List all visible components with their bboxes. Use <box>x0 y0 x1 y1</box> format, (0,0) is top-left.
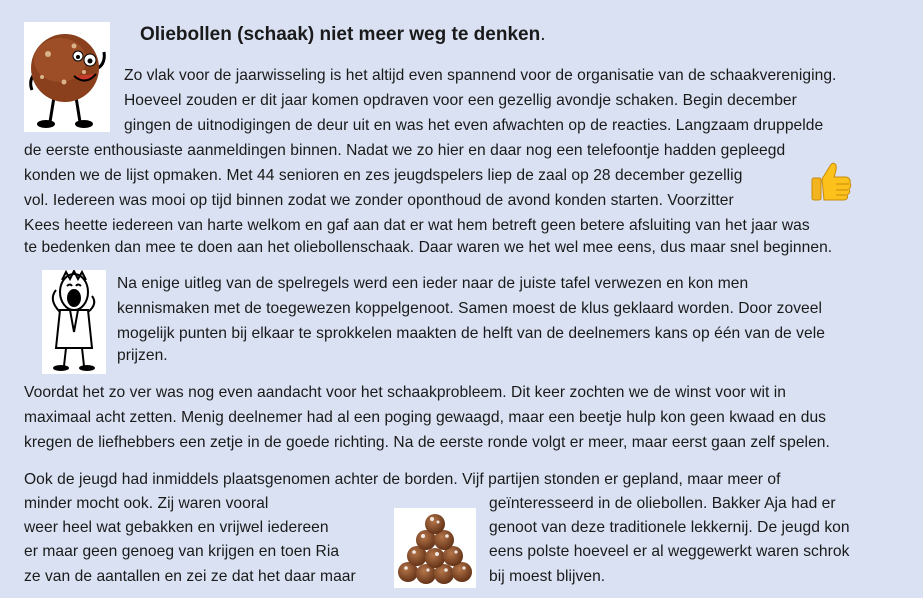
paragraph-1-line-2: Hoeveel zouden er dit jaar komen opdraven voor een gezellig avondje schaken. Begin december <box>124 92 797 109</box>
paragraph-4-right-line-2: genoot van deze traditionele lekkernij. De jeugd kon <box>489 519 850 536</box>
paragraph-4-left-line-3: er maar geen genoeg van krijgen en toen Ria <box>24 543 340 560</box>
paragraph-1-line-3: gingen de uitnodigingen de deur uit en was het even afwachten op de reacties. Langzaam druppelde <box>124 117 824 134</box>
paragraph-2-line-1: Na enige uitleg van de spelregels werd een ieder naar de juiste tafel verwezen en kon men <box>117 275 749 292</box>
paragraph-2-line-2: kennismaken met de toegewezen koppelgenoot. Samen moest de klus geklaard worden. Door zoveel <box>117 300 823 317</box>
paragraph-3-line-1: Voordat het zo ver was nog even aandacht voor het schaakprobleem. Dit keer zochten we de winst voor wit in <box>24 384 787 401</box>
paragraph-1-line-6: vol. Iedereen was mooi op tijd binnen zodat we zonder oponthoud de avond konden starten. Voorzitter <box>24 192 734 209</box>
paragraph-2-line-4: prijzen. <box>117 347 168 364</box>
paragraph-4-left-line-4: ze van de aantallen en zei ze dat het daar maar <box>24 568 356 585</box>
paragraph-4-right-line-1: geïnteresseerd in de oliebollen. Bakker Aja had er <box>489 495 836 512</box>
paragraph-1-line-4: de eerste enthousiaste aanmeldingen binnen. Nadat we zo hier en daar nog een telefoontje hadden gepleegd <box>24 142 786 159</box>
paragraph-1-line-1: Zo vlak voor de jaarwisseling is het altijd even spannend voor de organisatie van de schaakvereniging. <box>124 67 837 84</box>
paragraph-2-line-3: mogelijk punten bij elkaar te sprokkelen maakten de helft van de deelnemers kans op één van de vele <box>117 325 825 342</box>
paragraph-4-left-line-2: weer heel wat gebakken en vrijwel iedereen <box>24 519 329 536</box>
paragraph-4-line-1: Ook de jeugd had inmiddels plaatsgenomen achter de borden. Vijf partijen stonden er gepland, maar meer of <box>24 471 781 488</box>
laughing-man-icon <box>42 270 106 374</box>
paragraph-4-left-line-1: minder mocht ook. Zij waren vooral <box>24 495 269 512</box>
oliebol-character-icon <box>24 22 110 132</box>
paragraph-1-line-8: te bedenken dan mee te doen aan het oliebollenschaak. Daar waren we het wel mee eens, dus maar snel beginnen. <box>24 239 833 256</box>
paragraph-4-right-line-4: bij moest blijven. <box>489 568 606 585</box>
paragraph-1-line-5: konden we de lijst opmaken. Met 44 senioren en zes jeugdspelers liep de zaal op 28 december gezellig <box>24 167 743 184</box>
paragraph-3-line-3: kregen de liefhebbers een zetje in de goede richting. Na de eerste ronde volgt er meer, maar eerst gaan zelf spelen. <box>24 434 830 451</box>
article-title: Oliebollen (schaak) niet meer weg te denken. <box>140 24 546 45</box>
paragraph-3-line-2: maximaal acht zetten. Menig deelnemer had al een poging gewaagd, maar een beetje hulp kon geen kwaad en dus <box>24 409 827 426</box>
thumbs-up-icon <box>808 158 854 204</box>
paragraph-1-line-7: Kees heette iedereen van harte welkom en gaf aan dat er wat hem betreft geen betere afsluiting van het jaar was <box>24 217 810 234</box>
paragraph-4-right-line-3: eens polste hoeveel er al weggewerkt waren schrok <box>489 543 850 560</box>
oliebollen-pile-icon <box>394 508 476 588</box>
